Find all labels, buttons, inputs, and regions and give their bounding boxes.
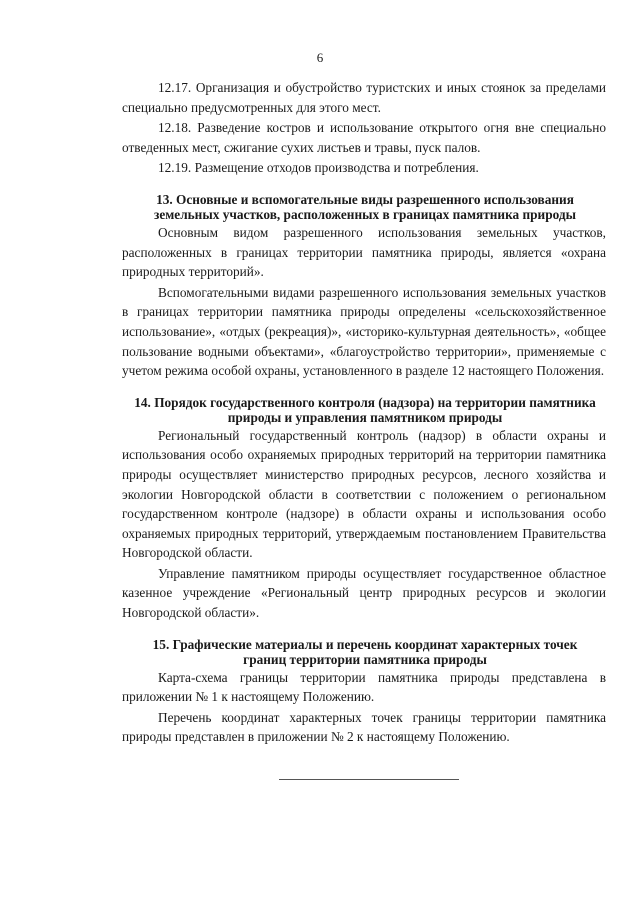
page-number: 6	[316, 50, 324, 65]
end-divider	[279, 779, 459, 780]
document-body	[122, 78, 606, 747]
section-15-paragraph: Карта-схема границы территории памятника природы представлена в приложении № 1 к настоящему Положению.	[122, 669, 606, 705]
section-15-heading: 15. Графические материалы и перечень координат характерных точек границ территории памятника природы	[152, 636, 578, 667]
list-item-12-18: 12.18. Разведение костров и использование открытого огня вне специально отведенных мест, сжигание сухих листьев и травы, пуск палов.	[122, 120, 606, 155]
section-13-paragraph: Основным видом разрешенного использования земельных участков, расположенных в границах территории памятника природы, является «охрана природных территорий».	[122, 224, 606, 280]
section-14-heading: 14. Порядок государственного контроля (надзора) на территории памятника природы и управления памятником природы	[134, 394, 596, 425]
section-14-paragraph: Управление памятником природы осуществляет государственное областное казенное учреждение «Региональный центр природных ресурсов и экологии Новгородской области».	[122, 565, 606, 621]
section-13-heading: 13. Основные и вспомогательные виды разрешенного использования земельных участков, расположенных в границах памятника природы	[153, 191, 576, 222]
list-item-12-19: 12.19. Размещение отходов производства и потребления.	[158, 160, 479, 176]
section-15-paragraph: Перечень координат характерных точек границы территории памятника природы представлен в приложении № 2 к настоящему Положению.	[122, 709, 606, 745]
section-14-paragraph: Региональный государственный контроль (надзор) в области охраны и использования особо охраняемых природных территорий на территории памятника природы осуществляет министерство природных ресурсов, лесного хозяйства и экологии Новгородской области в соответствии с положением о региональном государственном контроле (надзоре) в области охраны и использования особо охраняемых природных территорий, утверждаемым постановлением Правительства Новгородской области.	[122, 427, 606, 561]
list-item-12-17: 12.17. Организация и обустройство туристских и иных стоянок за пределами специально предусмотренных для этого мест.	[122, 80, 606, 115]
section-13-paragraph: Вспомогательными видами разрешенного использования земельных участков в границах территории памятника природы определены «сельскохозяйственное использование», «отдых (рекреация)», «историко-культурная деятельность», «общее пользование водными объектами», «благоустройство территории», применяемые с учетом режима особой охраны, установленного в разделе 12 настоящего Положения.	[122, 284, 606, 379]
